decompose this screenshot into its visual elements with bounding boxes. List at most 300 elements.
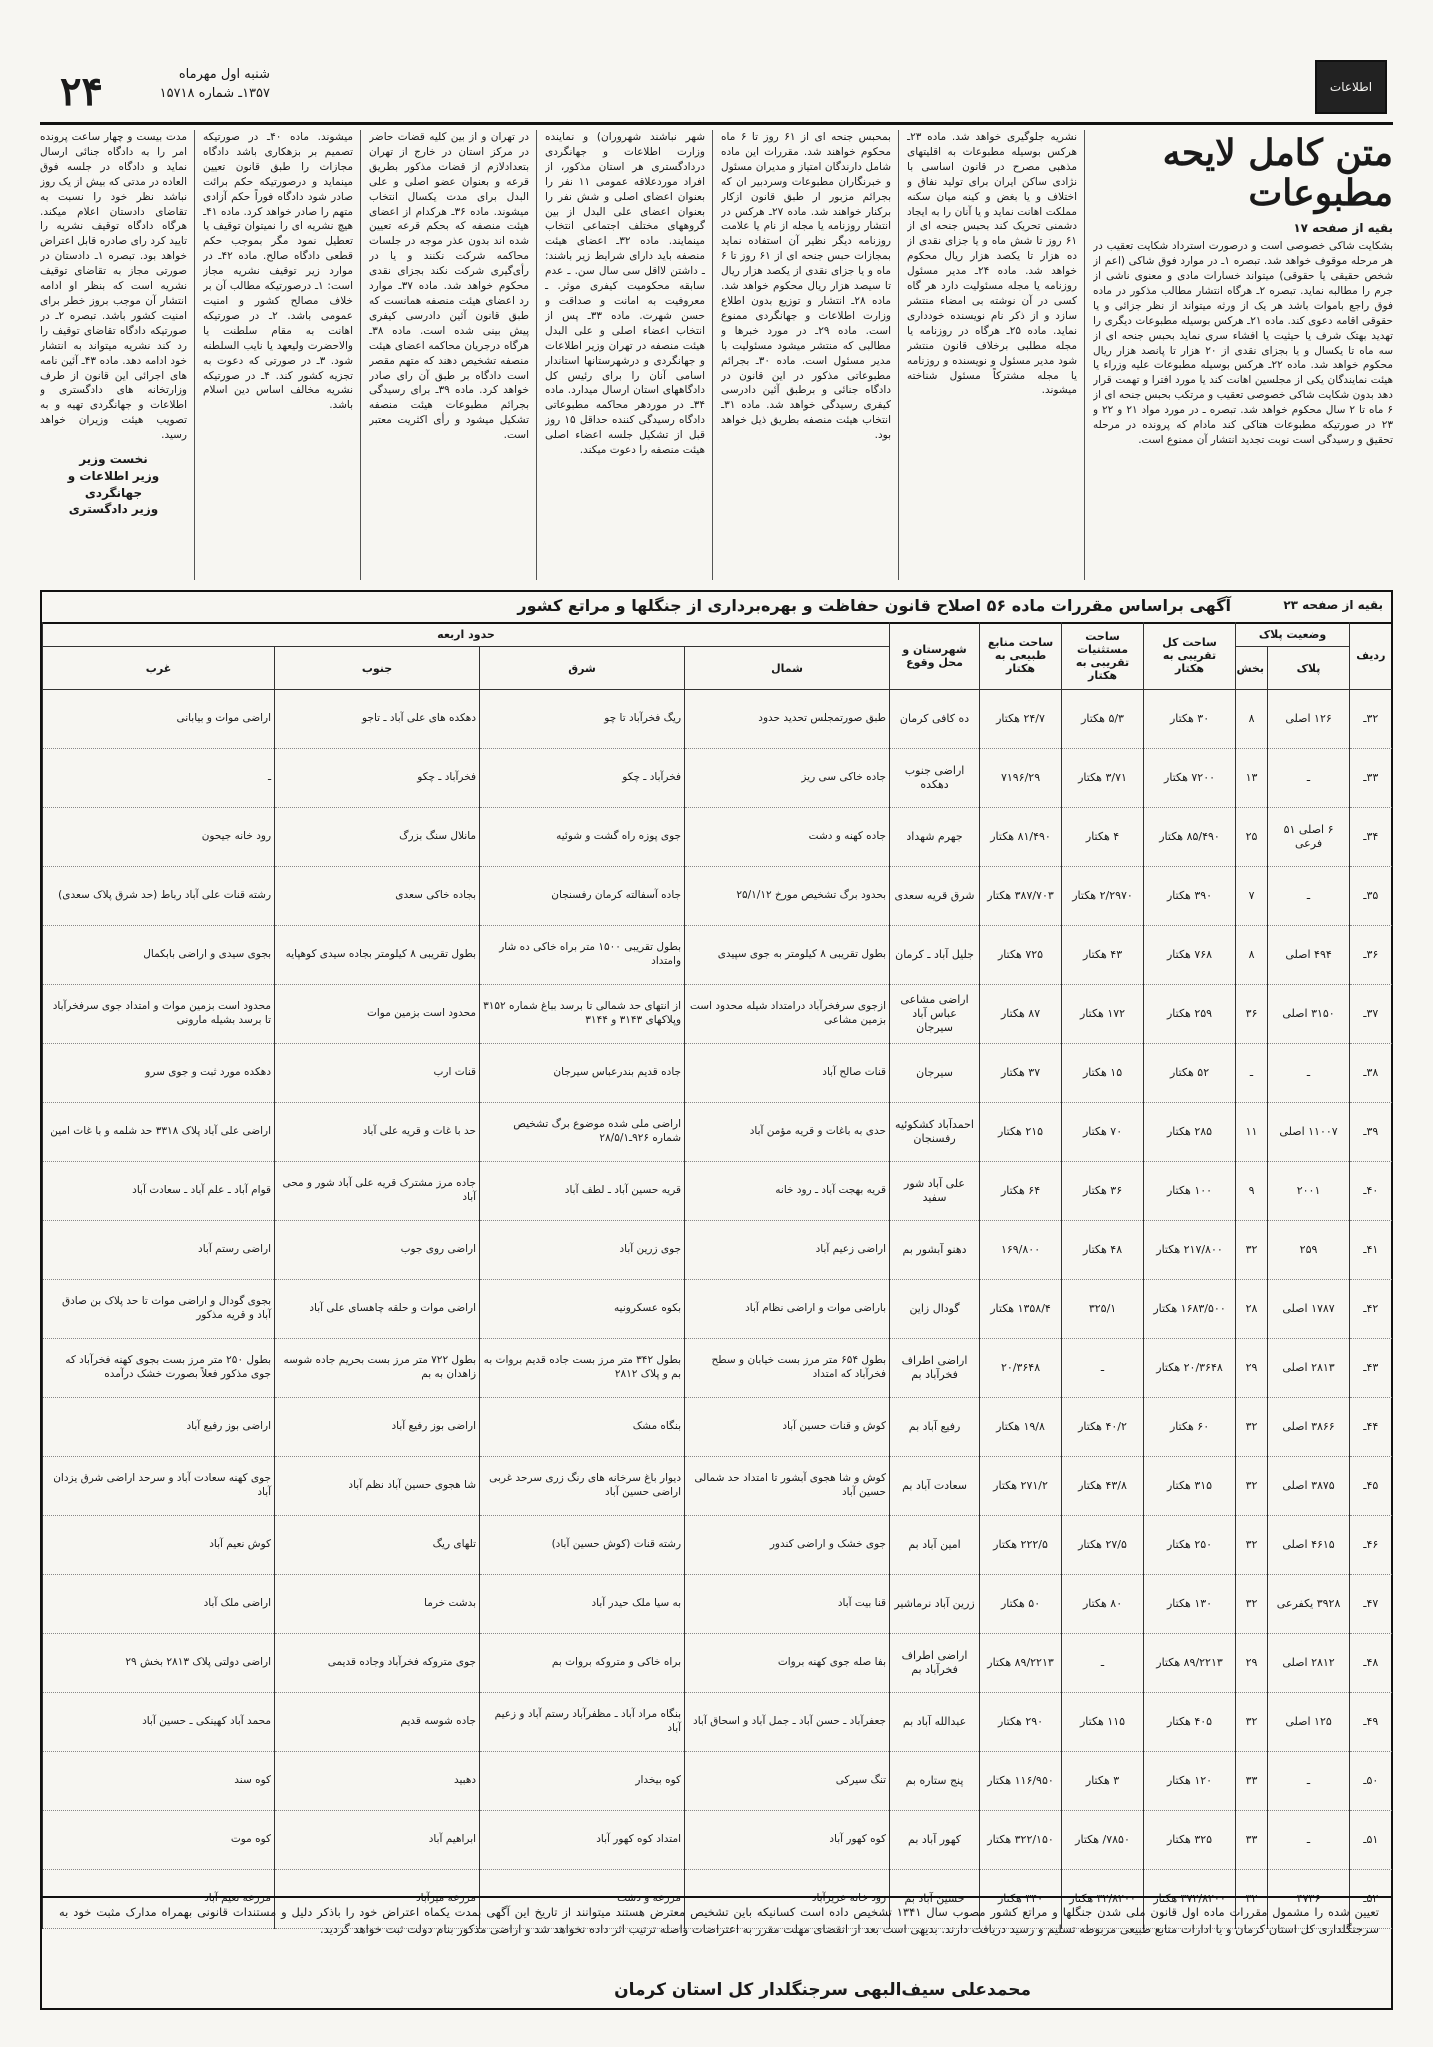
- cell-total-area: ۳۹۰ هکتار: [1144, 867, 1236, 926]
- cell-location: دهنو آبشور بم: [890, 1221, 980, 1280]
- newspaper-logo: اطلاعات: [1315, 60, 1387, 114]
- cell-total-area: ۲۵۰ هکتار: [1144, 1516, 1236, 1575]
- publication-date: [140, 66, 270, 104]
- cell-south-boundary: اراضی موات و حلقه چاهسای علی آباد: [275, 1280, 480, 1339]
- cell-row-number: ۳۲ـ: [1350, 690, 1392, 749]
- cell-west-boundary: مزرعه نعیم آباد: [43, 1870, 275, 1929]
- cell-south-boundary: دهکده های علی آباد ـ تاجو: [275, 690, 480, 749]
- table-row: [43, 1516, 1392, 1575]
- cell-south-boundary: محدود است بزمین موات: [275, 985, 480, 1044]
- cell-east-boundary: بنگاه مراد آباد ـ مظفرآباد رستم آباد و زعیم آباد: [480, 1693, 685, 1752]
- cell-plate-number: ۶ اصلی ۵۱ فرعی: [1268, 808, 1350, 867]
- cell-total-area: ۳۲۵ هکتار: [1144, 1811, 1236, 1870]
- cell-row-number: ۴۲ـ: [1350, 1280, 1392, 1339]
- cell-south-boundary: مزرعه میرآباد: [275, 1870, 480, 1929]
- header-section: بخش: [1236, 647, 1268, 690]
- cell-natural-area: ۳۲۲/۱۵۰ هکتار: [980, 1811, 1062, 1870]
- cell-east-boundary: از انتهای حد شمالی تا برسد بباغ شماره ۳۱۵۲ وپلاکهای ۳۱۴۳ و ۳۱۴۴: [480, 985, 685, 1044]
- cell-excluded-area: ۲/۲۹۷۰ هکتار: [1062, 867, 1144, 926]
- cell-east-boundary: بکوه عسکرونیه: [480, 1280, 685, 1339]
- cell-south-boundary: اراضی روی جوب: [275, 1221, 480, 1280]
- cell-plate-number: ۱۲۵ اصلی: [1268, 1693, 1350, 1752]
- cell-excluded-area: ۳۲۵/۱: [1062, 1280, 1144, 1339]
- cell-excluded-area: ۵/۳ هکتار: [1062, 690, 1144, 749]
- cell-plate-number: ـ: [1268, 749, 1350, 808]
- cell-excluded-area: ۳۲/۸۲۰۰ هکتار: [1062, 1870, 1144, 1929]
- table-row: [43, 926, 1392, 985]
- cell-east-boundary: جاده آسفالته کرمان رفسنجان: [480, 867, 685, 926]
- cell-west-boundary: محمد آباد کهینکی ـ حسین آباد: [43, 1693, 275, 1752]
- cell-plate-number: ـ: [1268, 1044, 1350, 1103]
- cell-east-boundary: ریگ فخرآباد تا چو: [480, 690, 685, 749]
- article-column-2: نشریه جلوگیری خواهد شد. ماده ۲۳ـ هرکس بوسیله مطبوعات به اقلیتهای مذهبی مصرح در قانون اساسی با نژادی ساکن ایران برای تولید نفاق و اختلاف و یا بغض و کینه میان سکنه مملکت اهانت نماید و یا آنان را به ایجاد دشمنی تحریک کند بحبس جنحه ای از ۶۱ روز تا شش ماه و یا جزای نقدی از ده هزار تا یکصد هزار ریال محکوم خواهد شد. ماده ۲۴ـ مدیر مسئول روزنامه یا مجله مسئولیت دارد هر گاه کسی در آن نوشته بی امضاء منتشر سازد و از ذکر نام نویسنده خودداری نماید. ماده ۲۵ـ هرگاه در روزنامه یا مجله مطلبی برخلاف قانون منتشر شود مدیر مسئول و نویسنده و روزنامه یا مجله مشترکاً مسئول شناخته میشوند.: [907, 131, 1077, 397]
- cell-south-boundary: بجاده خاکی سعدی: [275, 867, 480, 926]
- cell-east-boundary: جوی پوزه راه گشت و شوئیه: [480, 808, 685, 867]
- continued-label: بقیه از صفحه ۲۳: [1283, 598, 1383, 612]
- cell-section: ۸: [1236, 926, 1268, 985]
- cell-excluded-area: ـ: [1062, 1339, 1144, 1398]
- cell-south-boundary: قنات ارب: [275, 1044, 480, 1103]
- table-row: [43, 1752, 1392, 1811]
- notice-header: [42, 592, 1391, 624]
- cell-east-boundary: قریه حسین آباد ـ لطف آباد: [480, 1162, 685, 1221]
- date-line: شنبه اول مهرماه: [178, 67, 270, 82]
- cell-natural-area: ۵۰ هکتار: [980, 1575, 1062, 1634]
- cell-natural-area: ۳۴۰ هکتار: [980, 1870, 1062, 1929]
- header-total-area: ساحت کل تقریبی به هکتار: [1144, 622, 1236, 690]
- cell-west-boundary: ـ: [43, 749, 275, 808]
- cell-location: علی آباد شور سفید: [890, 1162, 980, 1221]
- table-row: [43, 1221, 1392, 1280]
- cell-plate-number: ۲۸۱۳ اصلی: [1268, 1339, 1350, 1398]
- cell-excluded-area: ۱۱۵ هکتار: [1062, 1693, 1144, 1752]
- cell-natural-area: ۲۰/۳۶۴۸: [980, 1339, 1062, 1398]
- cell-north-boundary: جوی خشک و اراضی کندور: [685, 1516, 890, 1575]
- header-row-number: ردیف: [1350, 622, 1392, 690]
- cell-north-boundary: ازجوی سرفخرآباد درامتداد شیله محدود است بزمین مشاعی: [685, 985, 890, 1044]
- cell-north-boundary: قنا بیت آباد: [685, 1575, 890, 1634]
- header-location: شهرستان و محل وقوع: [890, 622, 980, 690]
- article-headline: متن کامل لایحه مطبوعات: [1162, 132, 1393, 214]
- cell-excluded-area: ۱۵ هکتار: [1062, 1044, 1144, 1103]
- cell-south-boundary: بطول ۷۲۲ متر مرز بست بحریم جاده شوسه زاهدان به بم: [275, 1339, 480, 1398]
- cell-total-area: ۵۲ هکتار: [1144, 1044, 1236, 1103]
- cell-location: احمدآباد کشکوئیه رفسنجان: [890, 1103, 980, 1162]
- cell-east-boundary: جوی زرین آباد: [480, 1221, 685, 1280]
- cell-east-boundary: بطول تقریبی ۱۵۰۰ متر براه خاکی ده شار وامتداد: [480, 926, 685, 985]
- cell-location: عبدالله آباد بم: [890, 1693, 980, 1752]
- table-row: [43, 1103, 1392, 1162]
- cell-west-boundary: رشته قنات علی آباد رباط (حد شرق پلاک سعدی): [43, 867, 275, 926]
- cell-location: جلیل آباد ـ کرمان: [890, 926, 980, 985]
- cell-location: کهور آباد بم: [890, 1811, 980, 1870]
- cell-location: رفیع آباد بم: [890, 1398, 980, 1457]
- cell-location: اراضی جنوب دهکده: [890, 749, 980, 808]
- cell-north-boundary: باراضی موات و اراضی نظام آباد: [685, 1280, 890, 1339]
- signature-information-minister: وزیر اطلاعات و جهانگردی: [67, 468, 160, 500]
- cell-total-area: ۱۲۰ هکتار: [1144, 1752, 1236, 1811]
- cell-plate-number: ۳۸۷۵ اصلی: [1268, 1457, 1350, 1516]
- cell-excluded-area: ـ: [1062, 1634, 1144, 1693]
- cell-natural-area: ۸۱/۴۹۰ هکتار: [980, 808, 1062, 867]
- cell-natural-area: ۲۹۰ هکتار: [980, 1693, 1062, 1752]
- cell-north-boundary: قریه بهجت آباد ـ رود خانه: [685, 1162, 890, 1221]
- table-row: [43, 749, 1392, 808]
- cell-east-boundary: دیوار باغ سرخانه های رنگ زری سرحد غربی اراضی حسین آباد: [480, 1457, 685, 1516]
- cell-excluded-area: ۸۰ هکتار: [1062, 1575, 1144, 1634]
- cell-north-boundary: بحدود برگ تشخیص مورخ ۲۵/۱/۱۲: [685, 867, 890, 926]
- cell-natural-area: ۲۷۱/۲ هکتار: [980, 1457, 1062, 1516]
- cell-west-boundary: کوه موت: [43, 1811, 275, 1870]
- cell-excluded-area: ۳ هکتار: [1062, 1752, 1144, 1811]
- table-row: [43, 1339, 1392, 1398]
- cell-natural-area: ۳۷ هکتار: [980, 1044, 1062, 1103]
- cell-plate-number: ۱۷۸۷ اصلی: [1268, 1280, 1350, 1339]
- cell-section: ۳۲: [1236, 1870, 1268, 1929]
- cell-plate-number: ۴۹۴ اصلی: [1268, 926, 1350, 985]
- cell-section: ۱۱: [1236, 1103, 1268, 1162]
- cell-total-area: ۲۸۵ هکتار: [1144, 1103, 1236, 1162]
- cell-plate-number: ۳۱۵۰ اصلی: [1268, 985, 1350, 1044]
- cell-west-boundary: اراضی موات و بیابانی: [43, 690, 275, 749]
- table-row: [43, 690, 1392, 749]
- cell-north-boundary: بطول ۶۵۴ متر مرز بست خیابان و سطح فخرآباد که امتداد: [685, 1339, 890, 1398]
- cell-natural-area: ۲۱۵ هکتار: [980, 1103, 1062, 1162]
- cell-location: سیرجان: [890, 1044, 980, 1103]
- cell-excluded-area: ۴۳ هکتار: [1062, 926, 1144, 985]
- cell-north-boundary: بطول تقریبی ۸ کیلومتر به جوی سپیدی: [685, 926, 890, 985]
- cell-natural-area: ۱۹/۸ هکتار: [980, 1398, 1062, 1457]
- cell-plate-number: ـ: [1268, 867, 1350, 926]
- header-boundaries: حدود اربعه: [43, 622, 890, 647]
- cell-row-number: ۳۹ـ: [1350, 1103, 1392, 1162]
- cell-section: ۳۳: [1236, 1752, 1268, 1811]
- cell-total-area: ۱۶۸۳/۵۰۰ هکتار: [1144, 1280, 1236, 1339]
- cell-natural-area: ۳۸۷/۷۰۳ هکتار: [980, 867, 1062, 926]
- cell-excluded-area: ۴۰/۲ هکتار: [1062, 1398, 1144, 1457]
- cell-north-boundary: طبق صورتمجلس تحدید حدود: [685, 690, 890, 749]
- column-divider: [536, 130, 537, 580]
- cell-section: ۳۲: [1236, 1221, 1268, 1280]
- article-column-4: شهر نباشند شهروران) و نماینده وزارت اطلاعات و جهانگردی دردادگستری هر استان مذکور، از افراد موردعلاقه عمومی ۱۱ نفر را بعنوان اعضای اصلی و شش نفر را بعنوان اعضای علی البدل از بین گروههای مختلف اجتماعی انتخاب مینمایند. ماده ۳۲ـ اعضای هیئت منصفه باید دارای شرایط زیر باشند: ـ داشتن لااقل سی سال سن. ـ عدم سابقه محکومیت کیفری موثر. ـ معروفیت به امانت و صداقت و حسن شهرت. ماده ۳۳ـ پس از انتخاب اعضاء اصلی و علی البدل هیئت منصفه در تهران وزیر اطلاعات و جهانگردی و درشهرستانها استاندار اسامی آنان را برای رئیس کل دادگاههای استان ارسال میدارد. ماده ۳۴ـ در موردهر محاکمه مطبوعاتی دادگاه رسیدگی کننده حداقل ۱۵ روز قبل از تشکیل جلسه اعضاء اصلی هیئت منصفه را دعوت میکند.: [545, 131, 705, 457]
- land-registry-notice: [40, 590, 1393, 2010]
- header-east: شرق: [480, 647, 685, 690]
- cell-row-number: ۴۷ـ: [1350, 1575, 1392, 1634]
- cell-south-boundary: ابراهیم آباد: [275, 1811, 480, 1870]
- cell-natural-area: ۷۱۹۶/۲۹: [980, 749, 1062, 808]
- table-row: [43, 1398, 1392, 1457]
- cell-excluded-area: ۷۸۵۰/ هکتار: [1062, 1811, 1144, 1870]
- cell-total-area: ۶۰ هکتار: [1144, 1398, 1236, 1457]
- cell-section: ۳۲: [1236, 1516, 1268, 1575]
- column-divider: [360, 130, 361, 580]
- cell-section: ۷: [1236, 867, 1268, 926]
- cell-row-number: ۴۶ـ: [1350, 1516, 1392, 1575]
- cell-location: پنج ستاره بم: [890, 1752, 980, 1811]
- cell-excluded-area: ۷۰ هکتار: [1062, 1103, 1144, 1162]
- article-column-7: مدت بیست و چهار ساعت پرونده امر را به دادگاه جنائی ارسال نماید و دادگاه در جلسه فوق العاده در مدتی که بیش از یک روز نباشد نظر خود را نسبت به تقاضای دادستان اعلام میکند. هرگاه دادگاه توقیف نشریه را تایید کرد رای صادره قابل اعتراض خواهد بود. تبصره ۱ـ دادستان در صورتی مجاز به تقاضای توقیف نشریه است که بنظر او ادامه انتشار آن موجب بروز خطر برای امنیت کشور باشد. تبصره ۲ـ در صورتیکه دادگاه تقاضای توقیف را رد کند نشریه میتواند به انتشار خود ادامه دهد. ماده ۴۳ـ آئین نامه های اجرائی این قانون از طرف وزارتخانه های دادگستری و اطلاعات و جهانگردی تهیه و به تصویب هیئت وزیران خواهد رسید. نخست وزیر وزیر اطلاعات و جهانگردی وزیر دادگستری: [40, 131, 187, 517]
- column-divider: [898, 130, 899, 580]
- cell-row-number: ۳۷ـ: [1350, 985, 1392, 1044]
- cell-row-number: ۴۱ـ: [1350, 1221, 1392, 1280]
- cell-section: ـ: [1236, 1044, 1268, 1103]
- cell-section: ۳۲: [1236, 1575, 1268, 1634]
- cell-plate-number: ـ: [1268, 1811, 1350, 1870]
- cell-location: ده کافی کرمان: [890, 690, 980, 749]
- cell-south-boundary: فخرآباد ـ چکو: [275, 749, 480, 808]
- cell-section: ۲۹: [1236, 1634, 1268, 1693]
- cell-east-boundary: کوه بیخدار: [480, 1752, 685, 1811]
- notice-signature: محمدعلی سیف‌البهی سرجنگلدار کل استان کرمان: [614, 1980, 1031, 2000]
- cell-location: اراضی اطراف فخرآباد بم: [890, 1339, 980, 1398]
- cell-location: شرق قریه سعدی: [890, 867, 980, 926]
- cell-total-area: ۷۲۰۰ هکتار: [1144, 749, 1236, 808]
- cell-section: ۱۳: [1236, 749, 1268, 808]
- cell-section: ۳۲: [1236, 1398, 1268, 1457]
- cell-north-boundary: بفا صله جوی کهنه بروات: [685, 1634, 890, 1693]
- cell-plate-number: ۴۶۱۵ اصلی: [1268, 1516, 1350, 1575]
- cell-east-boundary: بطول ۳۴۲ متر مرز بست جاده قدیم بروات به بم و پلاک ۲۸۱۲: [480, 1339, 685, 1398]
- table-row: [43, 1162, 1392, 1221]
- cell-north-boundary: حدی به باغات و قریه مؤمن آباد: [685, 1103, 890, 1162]
- cell-row-number: ۳۶ـ: [1350, 926, 1392, 985]
- cell-plate-number: ۳۸۶۶ اصلی: [1268, 1398, 1350, 1457]
- cell-east-boundary: مزرعه و دشت: [480, 1870, 685, 1929]
- article-column-5: در تهران و از بین کلیه قضات حاضر در مرکز استان در خارج از تهران بتعدادلازم از قضات مذکور بطریق قرعه و بعنوان عضو اصلی و علی البدل برای مدت یکسال انتخاب میشوند. ماده ۳۶ـ هرکدام از اعضای هیئت منصفه که بحکم قرعه تعیین شده اند بدون عذر موجه در جلسات محاکمه شرکت نکنند و یا در رأی‌گیری شرکت نکند بجزای نقدی محکوم خواهد شد. ماده ۳۷ـ موارد رد اعضای هیئت منصفه همانست که طبق قانون آئین دادرسی کیفری پیش بینی شده است. ماده ۳۸ـ هرگاه درجریان محاکمه اعضای هیئت منصفه تشخیص دهند که متهم مقصر است دادگاه بر طبق آن رای صادر خواهد کرد. ماده ۳۹ـ برای رسیدگی بجرائم مطبوعات هیئت منصفه تشکیل میشود و رأی اکثریت معتبر است.: [369, 131, 529, 442]
- cell-west-boundary: بجوی سیدی و اراضی بابکمال: [43, 926, 275, 985]
- cell-plate-number: ـ: [1268, 1752, 1350, 1811]
- cell-total-area: ۲۰/۳۶۴۸ هکتار: [1144, 1339, 1236, 1398]
- press-bill-article: [40, 130, 1393, 585]
- cell-section: ۲۵: [1236, 808, 1268, 867]
- cell-west-boundary: قوام آباد ـ علم آباد ـ سعادت آباد: [43, 1162, 275, 1221]
- cell-total-area: ۸۵/۴۹۰ هکتار: [1144, 808, 1236, 867]
- cell-excluded-area: ۲۷/۵ هکتار: [1062, 1516, 1144, 1575]
- cell-natural-area: ۱۶۹/۸۰۰: [980, 1221, 1062, 1280]
- cell-excluded-area: ۴۳/۸ هکتار: [1062, 1457, 1144, 1516]
- notice-footer-text: تعیین شده را مشمول مقررات ماده اول قانون ملی شدن جنگلها و مراتع کشور مصوب سال ۱۳۴۱ تشخیص داده است کسانیکه باین تشخیص معترض هستند میتوانند از تاریخ این آگهی بمدت یکماه اعتراض خود را باذکر دلیل و مستندات قانونی بهمراه مدارک مثبت خود به سرجنگلداری کل استان کرمان و یا ادارات منابع طبیعی مربوطه تسلیم و رسید دریافت دارند. بدیهی است بعد از انقضای مهلت مقرر به اعتراضات واصله ترتیب اثر داده نخواهد شد و اراضی مذکور بنام دولت ثبت خواهد گردید.: [59, 1905, 1379, 1936]
- header-west: غرب: [43, 647, 275, 690]
- cell-total-area: ۲۵۹ هکتار: [1144, 985, 1236, 1044]
- signature-justice-minister: وزیر دادگستری: [68, 502, 159, 517]
- cell-east-boundary: براه خاکی و متروکه بروات بم: [480, 1634, 685, 1693]
- cell-natural-area: ۸۷ هکتار: [980, 985, 1062, 1044]
- cell-north-boundary: جعفرآباد ـ حسن آباد ـ جمل آباد و اسحاق آباد: [685, 1693, 890, 1752]
- cell-north-boundary: جاده کهنه و دشت: [685, 808, 890, 867]
- notice-title: آگهی براساس مقررات ماده ۵۶ اصلاح قانون حفاظت و بهره‌برداری از جنگلها و مراتع کشور: [517, 596, 1231, 615]
- table-row: [43, 1634, 1392, 1693]
- cell-south-boundary: شا هجوی حسین آباد نظم آباد: [275, 1457, 480, 1516]
- cell-west-boundary: کوش نعیم آباد: [43, 1516, 275, 1575]
- cell-west-boundary: بطول ۲۵۰ متر مرز بست بجوی کهنه فخرآباد که جوی مذکور فعلاً بصورت خشک درآمده: [43, 1339, 275, 1398]
- newspaper-page: [40, 60, 1393, 2020]
- cell-south-boundary: اراضی بوز رفیع آباد: [275, 1398, 480, 1457]
- cell-row-number: ۴۹ـ: [1350, 1693, 1392, 1752]
- article-signatures: [40, 451, 187, 518]
- notice-footer: [42, 1896, 1391, 2008]
- cell-section: ۳۲: [1236, 1693, 1268, 1752]
- cell-section: ۳۳: [1236, 1811, 1268, 1870]
- cell-north-boundary: رود خانه عزیزآباد: [685, 1870, 890, 1929]
- cell-row-number: ۵۱ـ: [1350, 1811, 1392, 1870]
- headline-block: [1093, 130, 1393, 569]
- cell-row-number: ۴۰ـ: [1350, 1162, 1392, 1221]
- land-table: [42, 622, 1392, 1929]
- header-plate: پلاک: [1268, 647, 1350, 690]
- cell-north-boundary: کوه کهور آباد: [685, 1811, 890, 1870]
- article-column-1: بشکایت شاکی خصوصی است و درصورت استرداد شکایت تعقیب در هر مرحله موقوف خواهد شد. تبصره ۱ـ در موارد فوق شاکی (اعم از شخص حقیقی یا حقوقی) میتواند خسارات مادی و معنوی ناشی از جرم را مطالبه نماید. تبصره ۲ـ هرگاه انتشار مطالب مذکور در ماده فوق راجع باموات باشد هر یک از ورثه میتواند از نظر جزائی و یا حقوقی اقامه دعوی کند. ماده ۲۱ـ هرکس بوسیله مطبوعات دیگری را تهدید بهتک شرف یا حیثیت یا افشاء سری نماید بحبس جنحه ای از سه ماه تا یکسال و یا بجزای نقدی از ۲۰ هزار تا پانصد هزار ریال محکوم خواهد شد. ماده ۲۲ـ هرکس بوسیله مطبوعات علیه وزراء یا هیئت نمایندگان یکی از مجلسین اهانت کند یا مورد افترا و تهمت قرار دهد بدون شکایت شاکی خصوصی تعقیب و مرتکب بحبس جنحه ای از ۶ ماه تا ۲ سال محکوم خواهد شد. تبصره ـ در مورد مواد ۲۱ و ۲۲ و ۲۳ در صورتیکه مطبوعات هتاکی کند مادام که پرونده در مرحله تحقیق و رسیدگی است نوبت تجدید انتشار آن ممنوع است.: [1093, 240, 1393, 446]
- cell-total-area: ۴۰۵ هکتار: [1144, 1693, 1236, 1752]
- masthead: [40, 60, 1393, 125]
- cell-north-boundary: اراضی زعیم آباد: [685, 1221, 890, 1280]
- cell-west-boundary: محدود است بزمین موات و امتداد جوی سرفخرآباد تا برسد بشیله مارونی: [43, 985, 275, 1044]
- cell-natural-area: ۷۲۵ هکتار: [980, 926, 1062, 985]
- cell-total-area: ۱۰۰ هکتار: [1144, 1162, 1236, 1221]
- table-row: [43, 1280, 1392, 1339]
- cell-east-boundary: رشته قنات (کوش حسین آباد): [480, 1516, 685, 1575]
- issue-line: ۱۳۵۷ـ شماره ۱۵۷۱۸: [159, 85, 270, 101]
- cell-plate-number: ۱۱۰۰۷ اصلی: [1268, 1103, 1350, 1162]
- cell-location: اراضی اطراف فخرآباد بم: [890, 1634, 980, 1693]
- column-divider: [1084, 130, 1085, 580]
- cell-west-boundary: اراضی علی آباد پلاک ۳۳۱۸ حد شلمه و با غات امین: [43, 1103, 275, 1162]
- cell-total-area: ۳۰ هکتار: [1144, 690, 1236, 749]
- cell-south-boundary: بطول تقریبی ۸ کیلومتر بجاده سیدی کوهپایه: [275, 926, 480, 985]
- cell-location: زرین آباد نرماشیر: [890, 1575, 980, 1634]
- header-plate-status: وضعیت پلاک: [1236, 622, 1350, 647]
- cell-excluded-area: ۴ هکتار: [1062, 808, 1144, 867]
- cell-plate-number: ۲۸۱۲ اصلی: [1268, 1634, 1350, 1693]
- land-table-body: [43, 690, 1392, 1929]
- cell-east-boundary: فخرآباد ـ چکو: [480, 749, 685, 808]
- cell-row-number: ۵۲ـ: [1350, 1870, 1392, 1929]
- cell-total-area: ۸۹/۲۲۱۳ هکتار: [1144, 1634, 1236, 1693]
- cell-total-area: ۳۷۲/۸۲۰۰ هکتار: [1144, 1870, 1236, 1929]
- cell-row-number: ۴۵ـ: [1350, 1457, 1392, 1516]
- cell-south-boundary: جاده شوسه قدیم: [275, 1693, 480, 1752]
- cell-section: ۳۶: [1236, 985, 1268, 1044]
- continued-from-label: بقیه از صفحه ۱۷: [1293, 221, 1393, 236]
- cell-north-boundary: قنات صالح آباد: [685, 1044, 890, 1103]
- cell-south-boundary: بدشت خرما: [275, 1575, 480, 1634]
- table-row: [43, 1044, 1392, 1103]
- header-excluded-area: ساحت مستثنیات تقریبی به هکتار: [1062, 622, 1144, 690]
- cell-row-number: ۴۸ـ: [1350, 1634, 1392, 1693]
- column-divider: [712, 130, 713, 580]
- cell-south-boundary: مانلال سنگ بزرگ: [275, 808, 480, 867]
- cell-east-boundary: جاده قدیم بندرعباس سیرجان: [480, 1044, 685, 1103]
- cell-excluded-area: ۱۷۲ هکتار: [1062, 985, 1144, 1044]
- cell-natural-area: ۲۲۲/۵ هکتار: [980, 1516, 1062, 1575]
- cell-west-boundary: اراضی ملک آباد: [43, 1575, 275, 1634]
- article-column-6: میشوند. ماده ۴۰ـ در صورتیکه تصمیم بر بزهکاری باشد دادگاه مجازات را طبق قانون تعیین مینماید و درصورتیکه حکم برائت صادر شود دادگاه فوراً حکم آزادی متهم را صادر خواهد کرد. ماده ۴۱ـ هیچ نشریه ای را نمیتوان توقیف یا تعطیل نمود مگر بموجب حکم قطعی دادگاه صالح. ماده ۴۲ـ در موارد زیر توقیف نشریه مجاز است: ۱ـ درصورتیکه مطالب آن بر خلاف مصالح کشور و امنیت عمومی باشد. ۲ـ در صورتیکه اهانت به مقام سلطنت یا والاحضرت ولیعهد یا نایب السلطنه شود. ۳ـ در صورتی که دعوت به تجزیه کشور کند. ۴ـ در صورتیکه نشریه مخالف اساس دین اسلام باشد.: [203, 131, 353, 412]
- cell-plate-number: ۴۷۳۶: [1268, 1870, 1350, 1929]
- cell-row-number: ۳۴ـ: [1350, 808, 1392, 867]
- cell-north-boundary: تنگ سیرکی: [685, 1752, 890, 1811]
- cell-south-boundary: دهبید: [275, 1752, 480, 1811]
- cell-location: امین آباد بم: [890, 1516, 980, 1575]
- cell-west-boundary: اراضی بوز رفیع آباد: [43, 1398, 275, 1457]
- cell-section: ۹: [1236, 1162, 1268, 1221]
- cell-location: حسین آباد بم: [890, 1870, 980, 1929]
- cell-west-boundary: جوی کهنه سعادت آباد و سرحد اراضی شرق یزدان آباد: [43, 1457, 275, 1516]
- header-natural-area: ساحت منابع طبیعی به هکتار: [980, 622, 1062, 690]
- cell-plate-number: ۲۵۹: [1268, 1221, 1350, 1280]
- signature-prime-minister: نخست وزیر: [79, 452, 148, 467]
- cell-east-boundary: بنگاه مشک: [480, 1398, 685, 1457]
- cell-south-boundary: حد با غات و قریه علی آباد: [275, 1103, 480, 1162]
- table-row: [43, 985, 1392, 1044]
- cell-section: ۲۹: [1236, 1339, 1268, 1398]
- cell-row-number: ۳۸ـ: [1350, 1044, 1392, 1103]
- header-south: جنوب: [275, 647, 480, 690]
- cell-natural-area: ۶۴ هکتار: [980, 1162, 1062, 1221]
- cell-location: جهرم شهداد: [890, 808, 980, 867]
- cell-location: اراضی مشاعی عباس آباد سیرجان: [890, 985, 980, 1044]
- cell-north-boundary: کوش و قنات حسین آباد: [685, 1398, 890, 1457]
- cell-section: ۲۸: [1236, 1280, 1268, 1339]
- table-row: [43, 1811, 1392, 1870]
- cell-west-boundary: اراضی دولتی پلاک ۲۸۱۳ بخش ۲۹: [43, 1634, 275, 1693]
- cell-natural-area: ۸۹/۲۲۱۳ هکتار: [980, 1634, 1062, 1693]
- cell-location: گودال زاین: [890, 1280, 980, 1339]
- cell-row-number: ۳۵ـ: [1350, 867, 1392, 926]
- cell-location: سعادت آباد بم: [890, 1457, 980, 1516]
- cell-natural-area: ۱۳۵۸/۴ هکتار: [980, 1280, 1062, 1339]
- table-row: [43, 867, 1392, 926]
- cell-west-boundary: کوه سند: [43, 1752, 275, 1811]
- cell-row-number: ۵۰ـ: [1350, 1752, 1392, 1811]
- cell-row-number: ۳۳ـ: [1350, 749, 1392, 808]
- cell-west-boundary: دهکده مورد ثبت و جوی سرو: [43, 1044, 275, 1103]
- cell-excluded-area: ۳/۷۱ هکتار: [1062, 749, 1144, 808]
- cell-section: ۳۲: [1236, 1457, 1268, 1516]
- cell-natural-area: ۲۴/۷ هکتار: [980, 690, 1062, 749]
- cell-excluded-area: ۴۸ هکتار: [1062, 1221, 1144, 1280]
- cell-excluded-area: ۳۶ هکتار: [1062, 1162, 1144, 1221]
- cell-south-boundary: تلهای ریگ: [275, 1516, 480, 1575]
- cell-row-number: ۴۴ـ: [1350, 1398, 1392, 1457]
- cell-plate-number: ۲۰۰۱: [1268, 1162, 1350, 1221]
- page-number: ۲۴: [60, 68, 103, 115]
- article-column-3: بمحبس جنحه ای از ۶۱ روز تا ۶ ماه محکوم خواهند شد. مقررات این ماده شامل دارندگان امتیاز و مدیران مسئول و خبرنگاران مطبوعات وسردبیر ان که بجرائم مزبور ار طبق قانون ازکار برکنار خواهند شد. ماده ۲۷ـ هرکس در انتشار روزنامه یا مجله از نام یا علامت روزنامه دیگر نظیر آن استفاده نماید بمجازات حبس جنحه ای از ۶۱ روز تا ۶ ماه و یا جزای نقدی از یکصد هزار ریال تا سیصد هزار ریال محکوم خواهد شد. ماده ۲۸ـ انتشار و توزیع بدون اطلاع وزارت اطلاعات و جهانگردی ممنوع است. ماده ۲۹ـ در مورد خبرها و مطالبی که منتشر میشود مسئولیت با مدیر مسئول است. ماده ۳۰ـ بجرائم مطبوعاتی مذکور در این قانون در دادگاه جنائی و برطبق آئین دادرسی کیفری رسیدگی خواهد شد. ماده ۳۱ـ انتخاب هیئت منصفه بطریق ذیل خواهد بود.: [721, 131, 891, 442]
- cell-total-area: ۷۶۸ هکتار: [1144, 926, 1236, 985]
- column-divider: [194, 130, 195, 580]
- cell-west-boundary: بجوی گودال و اراضی موات تا حد پلاک بن صادق آباد و قریه مذکور: [43, 1280, 275, 1339]
- cell-west-boundary: رود خانه جیحون: [43, 808, 275, 867]
- cell-south-boundary: جوی متروکه فخرآباد وجاده قدیمی: [275, 1634, 480, 1693]
- cell-natural-area: ۱۱۶/۹۵۰ هکتار: [980, 1752, 1062, 1811]
- table-row: [43, 808, 1392, 867]
- cell-row-number: ۴۳ـ: [1350, 1339, 1392, 1398]
- cell-section: ۸: [1236, 690, 1268, 749]
- table-row: [43, 1575, 1392, 1634]
- table-row: [43, 1457, 1392, 1516]
- cell-total-area: ۱۳۰ هکتار: [1144, 1575, 1236, 1634]
- cell-plate-number: ۱۲۶ اصلی: [1268, 690, 1350, 749]
- cell-total-area: ۳۱۵ هکتار: [1144, 1457, 1236, 1516]
- cell-west-boundary: اراضی رستم آباد: [43, 1221, 275, 1280]
- table-row: [43, 1693, 1392, 1752]
- cell-plate-number: ۳۹۲۸ یکفرعی: [1268, 1575, 1350, 1634]
- header-north: شمال: [685, 647, 890, 690]
- cell-total-area: ۲۱۷/۸۰۰ هکتار: [1144, 1221, 1236, 1280]
- cell-north-boundary: کوش و شا هجوی آبشور تا امتداد حد شمالی حسین آباد: [685, 1457, 890, 1516]
- cell-south-boundary: جاده مرز مشترک قریه علی آباد شور و محی آباد: [275, 1162, 480, 1221]
- cell-east-boundary: به سیا ملک حیدر آباد: [480, 1575, 685, 1634]
- cell-east-boundary: اراضی ملی شده موضوع برگ تشخیص شماره ۹۲۶ـ۲۸/۵/۱: [480, 1103, 685, 1162]
- cell-east-boundary: امتداد کوه کهور آباد: [480, 1811, 685, 1870]
